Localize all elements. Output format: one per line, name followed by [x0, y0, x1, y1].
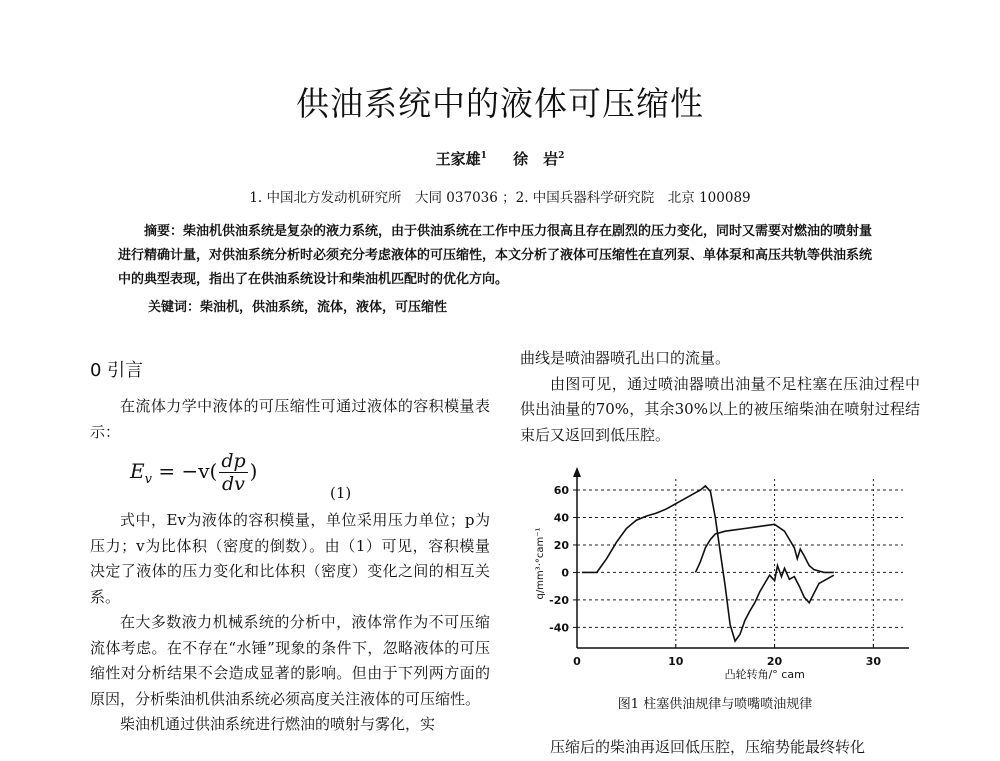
formula-subscript: v	[144, 472, 152, 487]
abstract-text: 柴油机供油系统是复杂的液力系统，由于供油系统在工作中压力很高且存在剧烈的压力变化，同时又需要对燃油的喷射量进行精确计量，对供油系统分析时必须充分考虑液体的可压缩性，本文分析了液体可压缩性在直列泵、单体泵和高压共轨等供油系统中的典型表现，指出了在供油系统设计和柴油机匹配时的优化方向。	[118, 224, 873, 287]
paragraph: 在大多数液力机械系统的分析中，液体常作为不可压缩流体考虑。在不存在“水锤”现象的条件下，忽略液体的可压缩性对分析结果不会造成显著的影响。但由于下列两方面的原因，分析柴油机供油系统必须高度关注液体的可压缩性。	[90, 613, 490, 708]
paper-title: 供油系统中的液体可压缩性	[296, 84, 704, 123]
author-affil-mark: 1	[480, 151, 487, 161]
y-tick-label: -40	[549, 621, 569, 635]
y-tick-label: 40	[553, 511, 569, 525]
equation-1	[130, 450, 257, 500]
y-tick-label: -20	[549, 593, 569, 607]
affiliation-line: 1. 中国北方发动机研究所 大同 037036 ；2. 中国兵器科学研究院 北京 100089	[249, 190, 751, 206]
x-axis-label: 凸轮转角/° cam	[724, 668, 805, 681]
series-line-plunger	[582, 486, 834, 641]
keywords	[148, 296, 888, 315]
x-tick-label: 0	[573, 655, 581, 668]
formula-numerator: dp	[221, 450, 246, 472]
author-name: 徐 岩	[513, 150, 559, 168]
right-column-bottom	[520, 735, 920, 761]
formula-operator: = −v(	[158, 459, 218, 483]
authors-line	[0, 148, 1000, 169]
formula-lhs: E	[130, 459, 145, 483]
x-tick-label: 10	[668, 655, 684, 668]
author-affil-mark: 2	[558, 151, 565, 161]
keywords-text: 柴油机，供油系统，流体，液体，可压缩性	[200, 300, 448, 315]
abstract	[118, 220, 878, 292]
author-name: 王家雄	[435, 150, 481, 168]
y-axis-label: q/mm³·°cam⁻¹	[535, 527, 546, 600]
section-heading: 0 引言	[90, 360, 144, 381]
keywords-label: 关键词：	[148, 300, 201, 315]
figure-caption: 图1 柱塞供油规律与喷嘴喷油规律	[617, 697, 813, 712]
x-tick-label: 20	[766, 655, 783, 668]
left-column-bottom	[90, 508, 490, 738]
y-tick-label: 60	[553, 483, 569, 497]
left-column-top	[90, 394, 490, 445]
paragraph: 在流体力学中液体的可压缩性可通过液体的容积模量表示：	[90, 397, 490, 441]
paragraph: 压缩后的柴油再返回低压腔，压缩势能最终转化	[550, 738, 866, 756]
x-tick-label: 30	[865, 655, 882, 668]
paragraph: 曲线是喷油器喷孔出口的流量。	[520, 349, 731, 367]
abstract-label: 摘要：	[144, 224, 184, 239]
paragraph: 由图可见，通过喷油器喷出油量不足柱塞在压油过程中供出油量的70%，其余30%以上的被压缩柴油在喷射过程结束后又返回到低压腔。	[520, 374, 920, 444]
formula-close: )	[249, 459, 258, 483]
y-axis-arrow	[573, 467, 581, 477]
paragraph: 柴油机通过供油系统进行燃油的喷射与雾化，实	[120, 715, 436, 733]
equation-number: (1)	[330, 484, 352, 502]
y-tick-label: 0	[561, 566, 569, 580]
formula-denominator: dv	[222, 473, 245, 495]
formula-fraction	[219, 450, 247, 495]
y-tick-label: 20	[553, 538, 569, 552]
right-column-top	[520, 346, 920, 448]
figure-1-chart	[515, 465, 920, 690]
paragraph: 式中，Ev为液体的容积模量，单位采用压力单位；p为压力；v为比体积（密度的倒数）。由（1）可见，容积模量决定了液体的压力变化和比体积（密度）变化之间的相互关系。	[90, 511, 490, 606]
series-line-nozzle	[696, 524, 834, 572]
